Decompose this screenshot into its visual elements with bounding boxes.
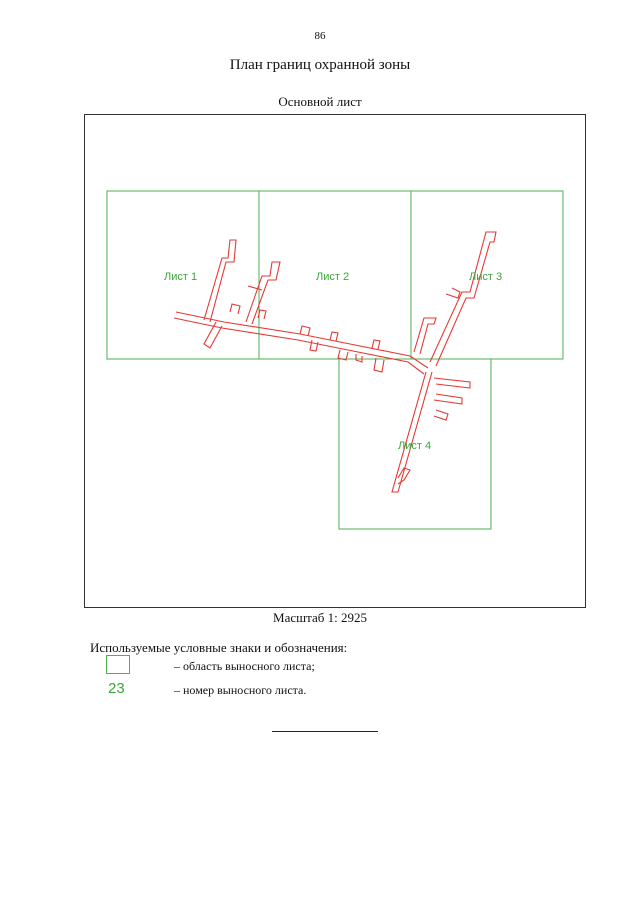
scale-label: Масштаб 1: 2925 [273,610,367,625]
sheet-title: Основной лист [278,94,362,109]
legend-area-label: – область выносного листа; [174,659,315,673]
legend-number-sample: 23 [108,680,125,697]
sheet-label-1: Лист 1 [164,271,198,283]
bottom-rule [272,731,378,732]
sheet-label-4: Лист 4 [398,440,432,452]
page-number: 86 [314,30,326,42]
legend-number-label: – номер выносного листа. [174,683,307,697]
legend-title: Используемые условные знаки и обозначения: [90,640,348,655]
legend-area-swatch [106,655,130,674]
sheet-label-3: Лист 3 [469,271,503,283]
page-title: План границ охранной зоны [229,57,411,73]
sheet-label-2: Лист 2 [316,271,350,283]
